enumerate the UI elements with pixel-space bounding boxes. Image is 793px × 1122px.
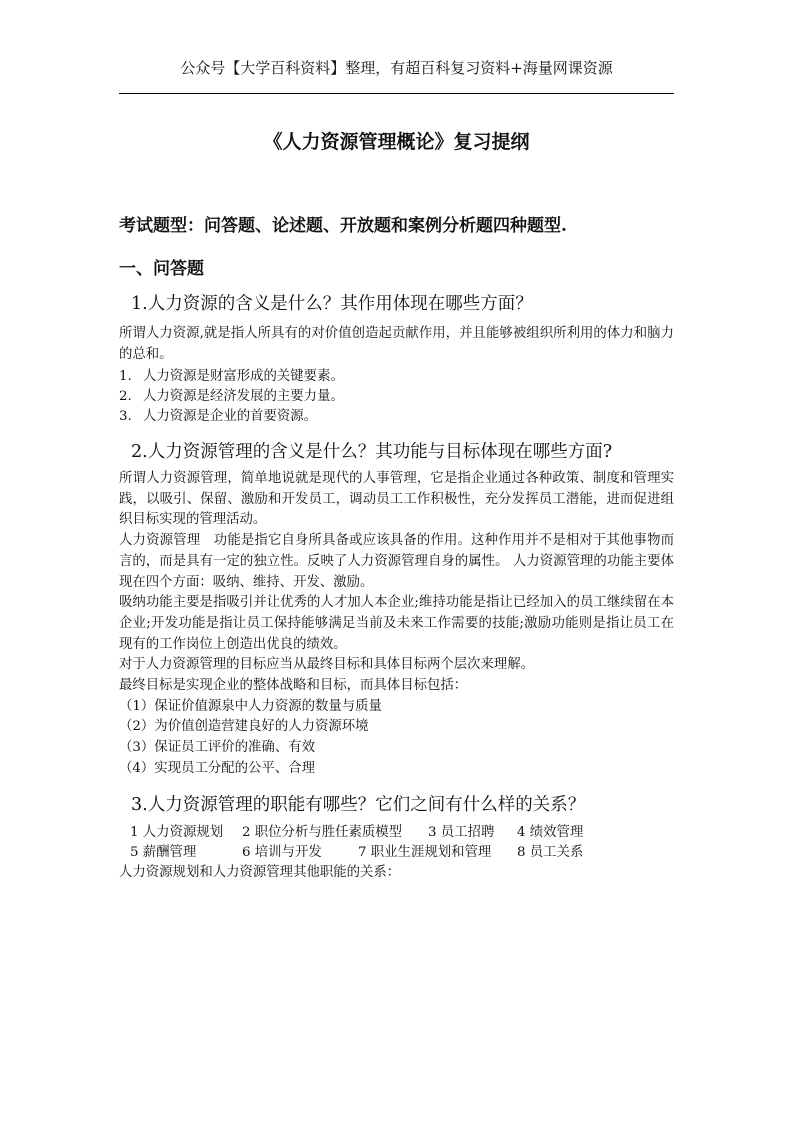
list-item	[119, 387, 344, 407]
function-item: 5 薪酬管理	[130, 845, 197, 860]
list-text: 人力资源是财富形成的关键要素。	[143, 369, 344, 384]
goal-item: （1）保证价值源泉中人力资源的数量与质量	[119, 698, 382, 714]
list-number: 1.	[119, 369, 132, 384]
question-1-list	[119, 367, 344, 427]
functions-row	[130, 823, 583, 843]
question-1-paragraph: 所谓人力资源,就是指人所具有的对价值创造起贡献作用，并且能够被组织所利用的体力和脑力的总和。	[119, 326, 674, 362]
list-number: 3.	[119, 409, 132, 424]
functions-list	[130, 823, 583, 863]
functions-row	[130, 843, 583, 863]
question-3-heading: 3.人力资源管理的职能有哪些？它们之间有什么样的关系？	[131, 795, 586, 815]
paragraph: 所谓人力资源管理，简单地说就是现代的人事管理，它是指企业通过各种政策、制度和管理实践，以吸引、保留、激励和开发员工，调动员工工作积极性，充分发挥员工潜能，进而促进组织目标实现的管理活动。	[119, 471, 674, 528]
section-heading-qa: 一、问答题	[119, 259, 204, 279]
paragraph: 最终目标是实现企业的整体战略和目标，而具体目标包括：	[119, 678, 468, 694]
list-text: 人力资源是企业的首要资源。	[143, 409, 318, 424]
goal-item: （4）实现员工分配的公平、合理	[119, 760, 315, 776]
function-item: 6 培训与开发	[242, 845, 322, 860]
function-item: 1 人力资源规划	[130, 825, 224, 840]
paragraph: 人力资源管理 功能是指它自身所具备或应该具备的作用。这种作用并不是相对于其他事物而言的，而是具有一定的独立性。反映了人力资源管理自身的属性。 人力资源管理的功能主要体现在四个方面：吸纳、维持、开发、激励。	[119, 533, 674, 590]
list-number: 2.	[119, 389, 132, 404]
goal-item: （3）保证员工评价的准确、有效	[119, 740, 315, 756]
header-divider	[119, 93, 674, 94]
function-item: 7 职业生涯规划和管理	[358, 845, 492, 860]
goal-item: （2）为价值创造营建良好的人力资源环境	[119, 719, 369, 735]
paragraph: 对于人力资源管理的目标应当从最终目标和具体目标两个层次来理解。	[119, 657, 535, 673]
relation-text: 人力资源规划和人力资源管理其他职能的关系：	[119, 865, 401, 880]
list-item	[119, 367, 344, 387]
function-item: 8 员工关系	[517, 845, 584, 860]
question-2-body	[119, 469, 674, 780]
question-1-heading: 1.人力资源的含义是什么？其作用体现在哪些方面？	[131, 294, 533, 314]
paragraph: 吸纳功能主要是指吸引并让优秀的人才加人本企业;维持功能是指让已经加入的员工继续留在本企业;开发功能是指让员工保持能够满足当前及未来工作需要的技能;激励功能则是指让员工在现有的工作岗位上创造出优良的绩效。	[119, 595, 674, 652]
exam-types-heading: 考试题型：问答题、论述题、开放题和案例分析题四种题型.	[119, 216, 567, 236]
question-2-heading: 2.人力资源管理的含义是什么？其功能与目标体现在哪些方面?	[131, 442, 613, 462]
document-title: 《人力资源管理概论》复习提纲	[263, 131, 530, 153]
list-text: 人力资源是经济发展的主要力量。	[143, 389, 344, 404]
function-item: 2 职位分析与胜任素质模型	[242, 825, 403, 840]
page-header: 公众号【大学百科资料】整理，有超百科复习资料+海量网课资源	[180, 59, 613, 77]
function-item: 3 员工招聘	[428, 825, 495, 840]
function-item: 4 绩效管理	[517, 825, 584, 840]
list-item	[119, 407, 344, 427]
